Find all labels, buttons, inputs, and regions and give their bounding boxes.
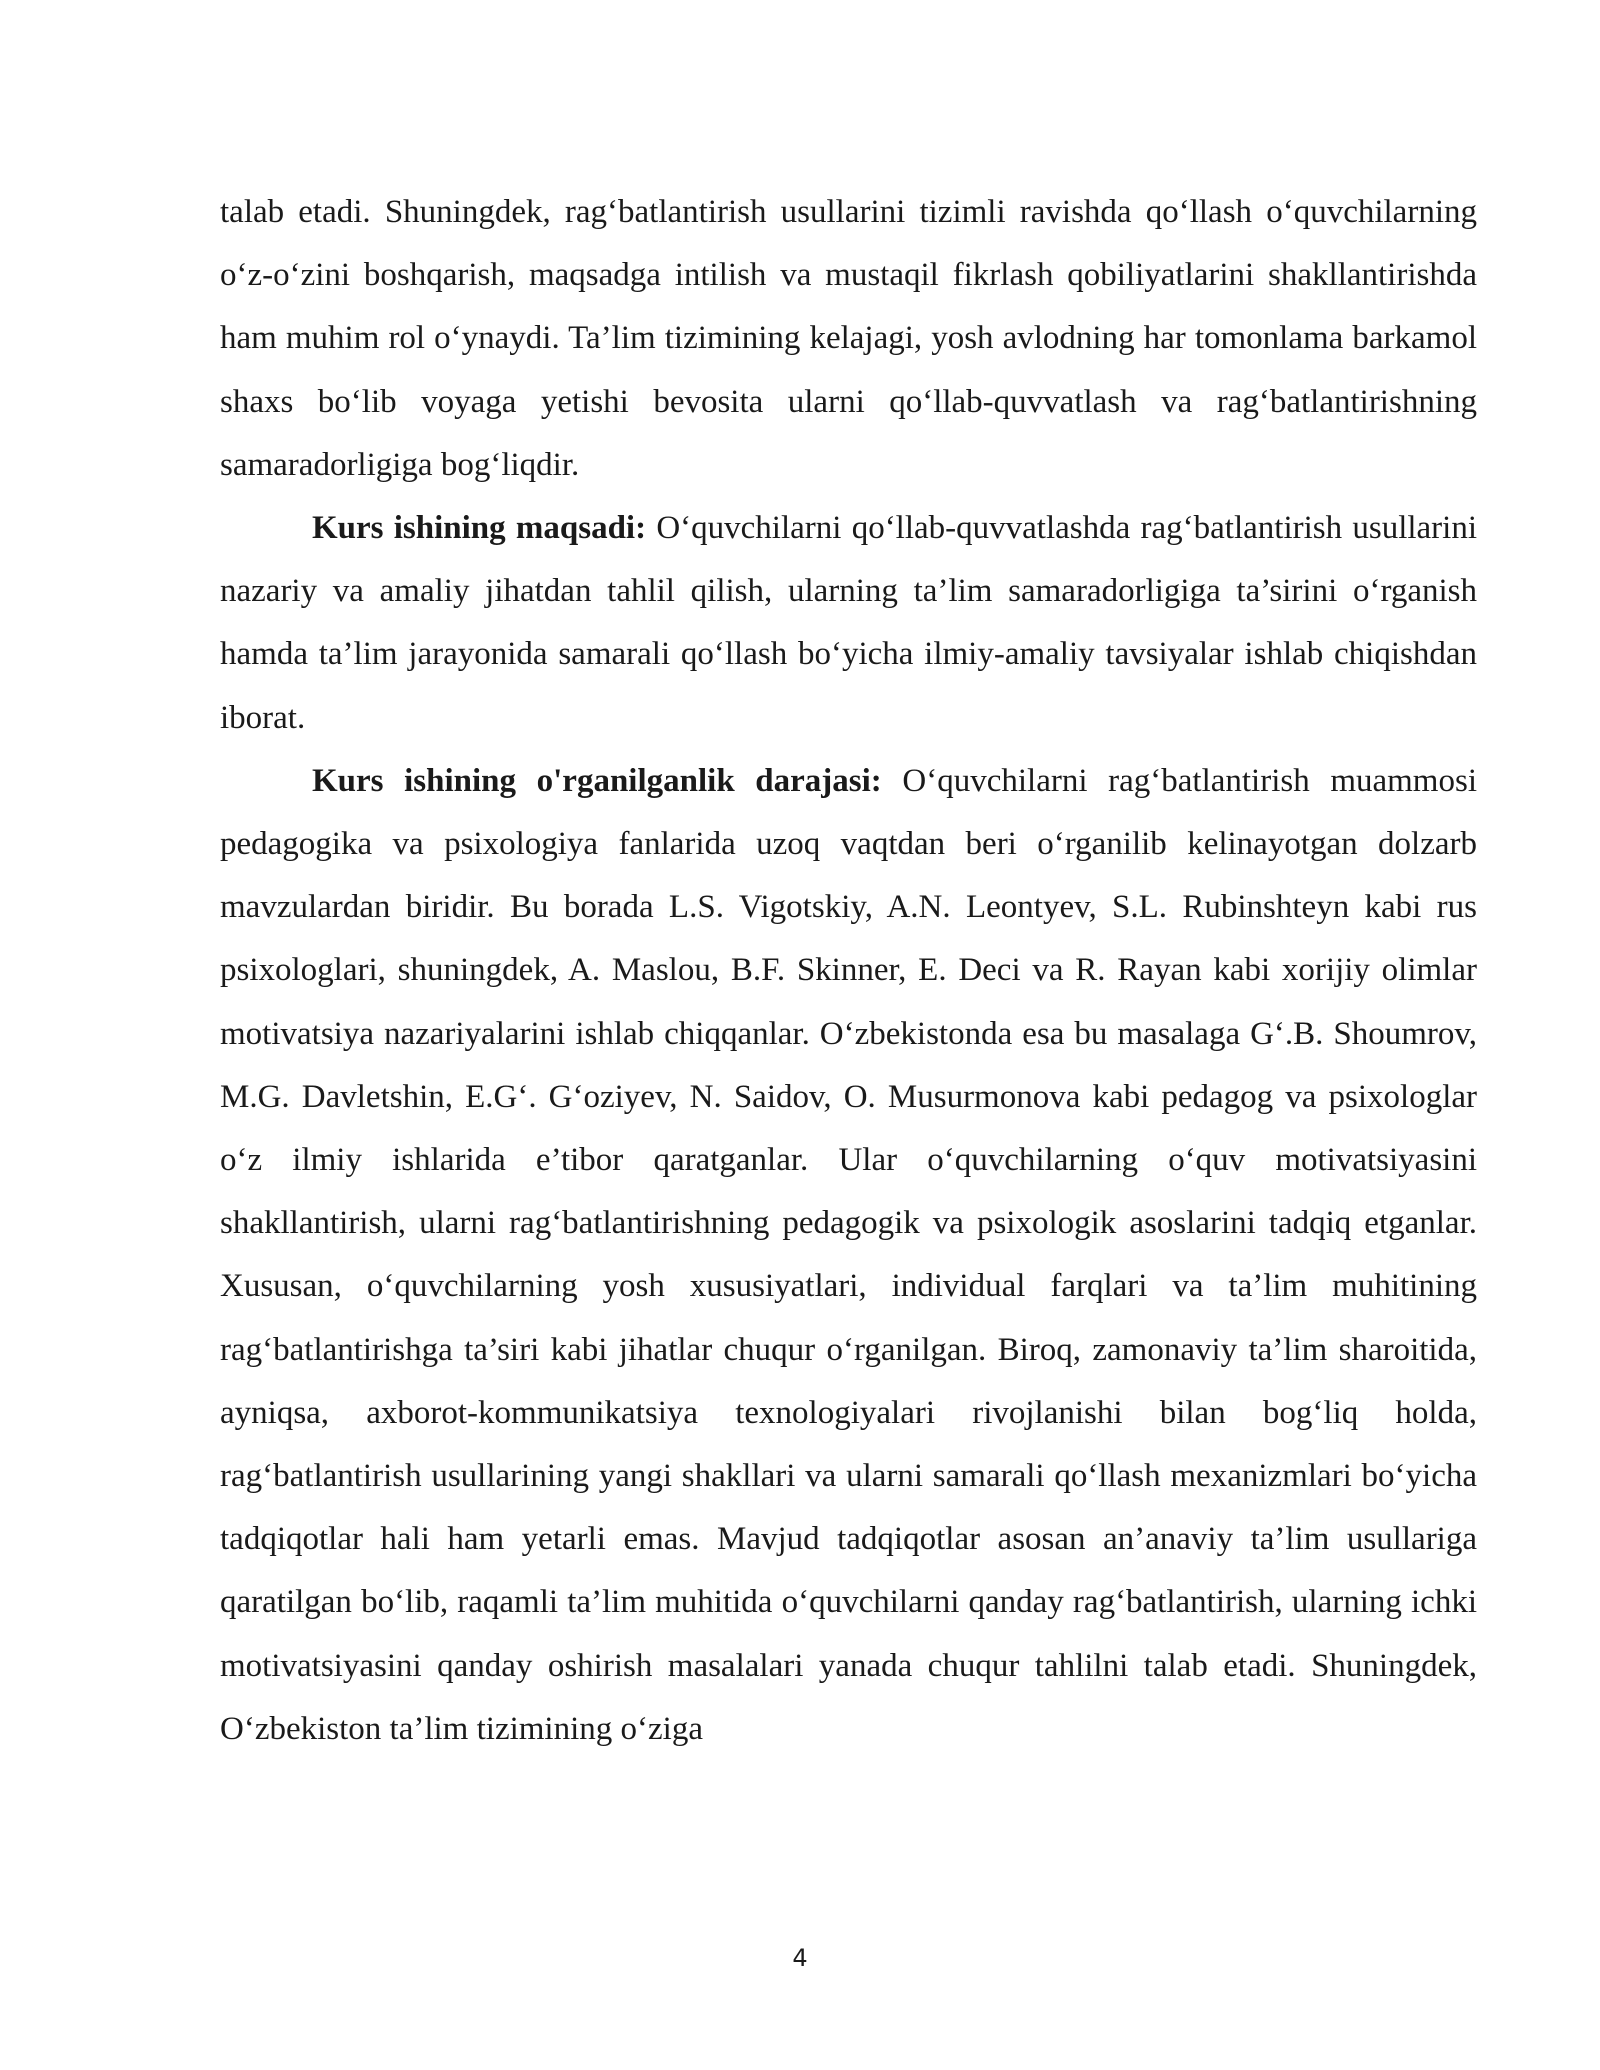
paragraph-text: O‘quvchilarni qo‘llab-quvvatlashda rag‘batlantirish usullarini nazariy va amaliy jihatdan tahlil qilish, ularning ta’lim samaradorligiga ta’sirini o‘rganish hamda ta’lim jarayonida samarali qo‘llash bo‘yicha ilmiy-amaliy tavsiyalar ishlab chiqishdan iborat. [220, 510, 1477, 736]
paragraph-research-level [220, 750, 1477, 1761]
paragraph-text: talab etadi. Shuningdek, rag‘batlantirish usullarini tizimli ravishda qo‘llash o‘quvchilarning o‘z-o‘zini boshqarish, maqsadga intilish va mustaqil fikrlash qobiliyatlarini shakllantirishda ham muhim rol o‘ynaydi. Ta’lim tizimining kelajagi, yosh avlodning har tomonlama barkamol shaxs bo‘lib voyaga yetishi bevosita ularni qo‘llab-quvvatlash va rag‘batlantirishning samaradorligiga bog‘liqdir. [220, 194, 1477, 483]
paragraph-purpose [220, 497, 1477, 750]
paragraph-heading: Kurs ishining maqsadi: [312, 510, 647, 547]
page-number: 4 [792, 1944, 808, 1972]
body-text [220, 181, 1477, 1761]
paragraph-heading: Kurs ishining o'rganilganlik darajasi: [312, 762, 882, 799]
paragraph-text: O‘quvchilarni rag‘batlantirish muammosi pedagogika va psixologiya fanlarida uzoq vaqtdan beri o‘rganilib kelinayotgan dolzarb mavzulardan biridir. Bu borada L.S. Vigotskiy, A.N. Leontyev, S.L. Rubinshteyn kabi rus psixologlari, shuningdek, A. Maslou, B.F. Skinner, E. Deci va R. Rayan kabi xorijiy olimlar motivatsiya nazariyalarini ishlab chiqqanlar. O‘zbekistonda esa bu masalaga G‘.B. Shoumrov, M.G. Davletshin, E.G‘. G‘oziyev, N. Saidov, O. Musurmonova kabi pedagog va psixologlar o‘z ilmiy ishlarida e’tibor qaratganlar. Ular o‘quvchilarning o‘quv motivatsiyasini shakllantirish, ularni rag‘batlantirishning pedagogik va psixologik asoslarini tadqiq etganlar. Xususan, o‘quvchilarning yosh xususiyatlari, individual farqlari va ta’lim muhitining rag‘batlantirishga ta’siri kabi jihatlar chuqur o‘rganilgan. Biroq, zamonaviy ta’lim sharoitida, ayniqsa, axborot-kommunikatsiya texnologiyalari rivojlanishi bilan bog‘liq holda, rag‘batlantirish usullarining yangi shakllari va ularni samarali qo‘llash mexanizmlari bo‘yicha tadqiqotlar hali ham yetarli emas. Mavjud tadqiqotlar asosan an’anaviy ta’lim usullariga qaratilgan bo‘lib, raqamli ta’lim muhitida o‘quvchilarni qanday rag‘batlantirish, ularning ichki motivatsiyasini qanday oshirish masalalari yanada chuqur tahlilni talab etadi. Shuningdek, O‘zbekiston ta’lim tizimining o‘ziga [220, 762, 1477, 1747]
paragraph-continuation [220, 181, 1477, 497]
